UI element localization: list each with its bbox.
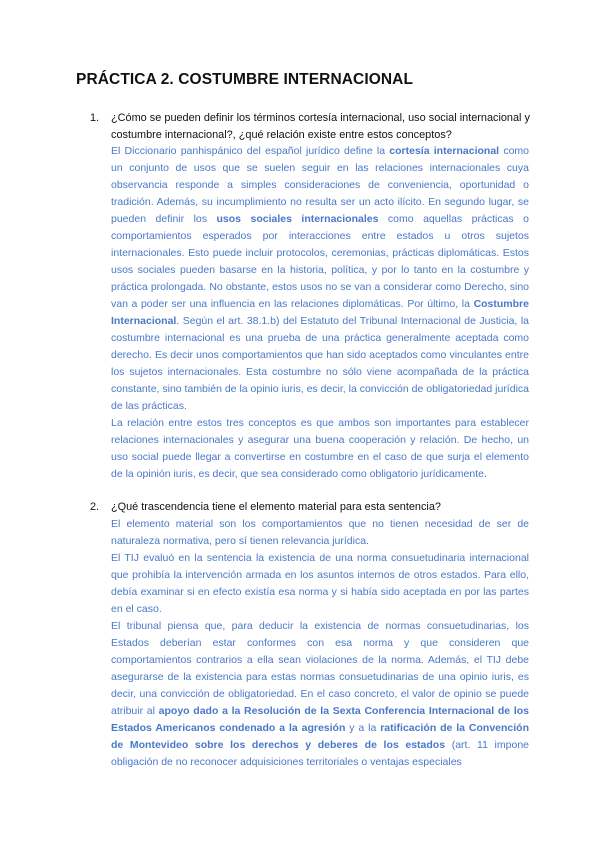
question-2 [90, 499, 530, 516]
question-number: 2. [90, 501, 100, 513]
term-costumbre: Costumbre Internacional [111, 298, 529, 327]
term-usos-sociales: usos sociales internacionales [216, 213, 379, 225]
question-number: 1. [90, 112, 100, 124]
question-text: ¿Qué trascendencia tiene el elemento material para esta sentencia? [111, 501, 441, 513]
answer-paragraph: El Diccionario panhispánico del español jurídico define la cortesía internacional como un conjunto de usos que se suelen seguir en las relaciones internacionales cuya observancia responde a simples consideraciones de conveniencia, oportunidad o tradición. Además, su incumplimiento no resulta ser un acto ilícito. En segundo lugar, se pueden definir los usos sociales internacionales como aquellas prácticas o comportamientos esperados por interacciones entre estados u otros sujetos internacionales. Esto puede incluir protocolos, ceremonias, prácticas diplomáticas. Estos usos sociales pueden basarse en la historia, política, y por lo tanto en la costumbre y práctica prolongada. No obstante, estos usos no se van a considerar como Derecho, sino van a poder ser una influencia en las relaciones diplomáticas. Por último, la Costumbre Internacional. Según el art. 38.1.b) del Estatuto del Tribunal Internacional de Justicia, la costumbre internacional es una prueba de una práctica generalmente aceptada como derecho. Es decir unos comportamientos que han sido aceptados como vinculantes entre los sujetos internacionales. Esta costumbre no sólo viene acompañada de la práctica constante, sino también de la opinio iuris, es decir, la convicción de obligatoriedad jurídica de las prácticas. [111, 145, 529, 412]
answer-paragraph: El tribunal piensa que, para deducir la existencia de normas consuetudinarias, los Estados deberían estar conformes con esa norma y que consideren que comportamientos contrarios a ella sean violaciones de la norma. Además, el TIJ debe asegurarse de la existencia para estas normas consuetudinarias de una opinio iuris, es decir, una convicción de obligatoriedad. En el caso concreto, el valor de opinio se puede atribuir al apoyo dado a la Resolución de la Sexta Conferencia Internacional de los Estados Americanos condenado a la agresión y a la ratificación de la Convención de Montevideo sobre los derechos y deberes de los estados (art. 11 impone obligación de no reconocer adquisiciones territoriales o ventajas especiales [111, 620, 530, 768]
answer-2 [111, 516, 529, 771]
answer-paragraph: La relación entre estos tres conceptos es que ambos son importantes para establecer relaciones internacionales y asegurar una buena cooperación y relación. De hecho, un uso social puede llegar a convertirse en costumbre en el caso de que surja el elemento de la opinión iuris, es decir, que sea considerado como obligatorio jurídicamente. [111, 417, 529, 480]
question-text: ¿Cómo se pueden definir los términos cortesía internacional, uso social internacional y costumbre internacional?, ¿qué relación existe entre estos conceptos? [111, 112, 530, 141]
term-convencion: ratificación de la Convención de Montevideo sobre los derechos y deberes de los estados [111, 722, 530, 751]
question-1 [90, 110, 530, 144]
answer-paragraph: El elemento material son los comportamientos que no tienen necesidad de ser de naturaleza normativa, pero sí tienen relevancia jurídica. [111, 518, 529, 547]
page-title: PRÁCTICA 2. COSTUMBRE INTERNACIONAL [76, 71, 414, 88]
term-cortesia: cortesía internacional [389, 145, 500, 157]
term-resolucion: apoyo dado a la Resolución de la Sexta Conferencia Internacional de los Estados Americanos condenado a la agresión [111, 705, 530, 734]
answer-paragraph: El TIJ evaluó en la sentencia la existencia de una norma consuetudinaria internacional que prohibía la intervención armada en los asuntos internos de otros estados. Para ello, debía examinar si en efecto existía esa norma y si había sido aceptada en por las partes en el caso. [111, 552, 529, 615]
answer-1 [111, 143, 529, 483]
